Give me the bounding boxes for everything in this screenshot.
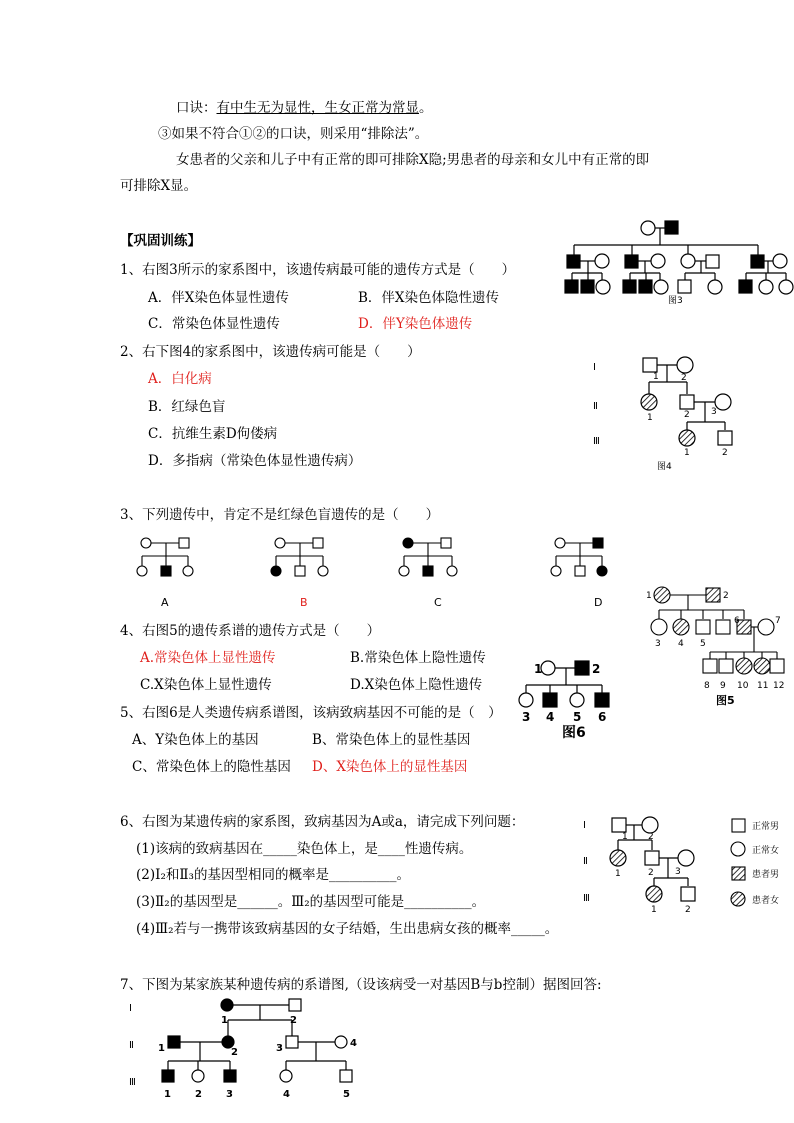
- pedigree-q6: [578, 812, 691, 917]
- q4-stem: 4、右图5的遗传系谱的遗传方式是（ ）: [120, 623, 381, 639]
- q4-option-b: B.常染色体上隐性遗传: [350, 650, 486, 666]
- exclusion-line-2: 可排除X显。: [120, 178, 198, 194]
- mnemonic-line: [176, 99, 433, 117]
- svg-text:1: 1: [622, 832, 628, 842]
- legend-normal-female: 正常女: [752, 846, 780, 856]
- q5-option-c: C、常染色体上的隐性基因: [132, 759, 291, 775]
- mnemonic-text: 有中生无为显性，生女正常为常显: [216, 100, 419, 116]
- svg-text:1: 1: [646, 591, 652, 601]
- fig6-caption: 图6: [562, 725, 586, 741]
- fig3-caption: 图3: [668, 296, 683, 306]
- q1-stem: 1、右图3所示的家系图中，该遗传病最可能的遗传方式是（ ）: [120, 262, 516, 278]
- svg-text:2: 2: [592, 662, 601, 676]
- mnemonic-label: 口诀：: [176, 100, 217, 116]
- q3-pedigree-options: [128, 532, 618, 612]
- svg-text:1: 1: [653, 372, 659, 382]
- pedigree-figure-5: [640, 582, 790, 712]
- q6-part-3: (3)Ⅱ₂的基因型是______。Ⅲ₂的基因型可能是__________。: [136, 894, 486, 910]
- q4-option-c: C.X染色体上显性遗传: [140, 677, 272, 693]
- svg-text:5: 5: [573, 710, 582, 724]
- q6-part-1: (1)该病的致病基因在_____染色体上，是____性遗传病。: [136, 841, 473, 857]
- rule-3: ③如果不符合①②的口诀，则采用“排除法”。: [158, 126, 429, 142]
- svg-text:9: 9: [720, 681, 726, 691]
- svg-text:10: 10: [737, 681, 749, 691]
- q6-part-4: (4)Ⅲ₂若与一携带该致病基因的女子结婚，生出患病女孩的概率_____。: [136, 921, 559, 937]
- svg-text:3: 3: [226, 1089, 233, 1100]
- q2-stem: 2、右下图4的家系图中，该遗传病可能是（ ）: [120, 344, 421, 360]
- svg-text:4: 4: [350, 1038, 357, 1049]
- q4-option-d: D.X染色体上隐性遗传: [350, 677, 483, 693]
- svg-text:2: 2: [648, 832, 654, 842]
- svg-text:Ⅱ: Ⅱ: [583, 856, 588, 867]
- q4-option-a: A.常染色体上显性遗传: [140, 650, 276, 666]
- q6-part-2: (2)I₂和Ⅱ₃的基因型相同的概率是__________。: [136, 867, 410, 883]
- svg-text:Ⅰ: Ⅰ: [583, 820, 586, 831]
- svg-text:1: 1: [651, 905, 657, 915]
- svg-text:5: 5: [700, 639, 706, 649]
- q7-stem: 7、下图为某家族某种遗传病的系谱图,（设该病受一对基因B与b控制）据图回答:: [120, 977, 602, 993]
- svg-text:1: 1: [534, 662, 543, 676]
- svg-text:6: 6: [734, 616, 740, 626]
- q6-stem: 6、右图为某遗传病的家系图，致病基因为A或a，请完成下列问题：: [120, 814, 525, 830]
- q5-option-d: D、X染色体上的显性基因: [312, 759, 468, 775]
- svg-text:2: 2: [648, 868, 654, 878]
- svg-text:11: 11: [757, 681, 769, 691]
- q5-option-b: B、常染色体上的显性基因: [312, 732, 471, 748]
- q1-option-a: A．伴X染色体显性遗传: [148, 290, 289, 306]
- svg-text:8: 8: [704, 681, 710, 691]
- exclusion-line-1: 女患者的父亲和儿子中有正常的即可排除X隐;男患者的母亲和女儿中有正常的即: [176, 152, 650, 168]
- svg-text:Ⅰ: Ⅰ: [129, 1003, 132, 1014]
- svg-text:3: 3: [522, 710, 531, 724]
- svg-text:1: 1: [615, 869, 621, 879]
- svg-text:1: 1: [647, 413, 653, 423]
- svg-text:2: 2: [231, 1047, 238, 1058]
- svg-text:Ⅱ: Ⅱ: [593, 401, 598, 412]
- pedigree-q7: [120, 993, 380, 1105]
- svg-text:4: 4: [546, 710, 555, 724]
- svg-text:2: 2: [723, 591, 729, 601]
- fig5-caption: 图5: [716, 694, 735, 707]
- q1-option-d: D．伴Y染色体遗传: [358, 316, 473, 332]
- legend-normal-male: 正常男: [752, 822, 780, 832]
- q3-label-a: A: [161, 596, 169, 609]
- svg-text:12: 12: [773, 681, 785, 691]
- svg-text:7: 7: [775, 616, 781, 626]
- svg-text:3: 3: [655, 639, 661, 649]
- svg-text:1: 1: [221, 1015, 228, 1026]
- svg-text:6: 6: [598, 710, 607, 724]
- svg-text:Ⅲ: Ⅲ: [583, 893, 590, 904]
- q5-option-a: A、Y染色体上的基因: [132, 732, 259, 748]
- section-title: 【巩固训练】: [120, 233, 201, 249]
- svg-text:4: 4: [283, 1089, 290, 1100]
- q2-option-d: D．多指病（常染色体显性遗传病）: [148, 453, 362, 469]
- svg-text:Ⅰ: Ⅰ: [593, 362, 596, 373]
- svg-text:5: 5: [343, 1089, 350, 1100]
- pedigree-legend: [730, 815, 794, 915]
- svg-text:2: 2: [722, 448, 728, 458]
- q2-option-c: C．抗维生素D佝偻病: [148, 426, 278, 442]
- svg-text:4: 4: [678, 639, 684, 649]
- fig4-caption: 图4: [657, 462, 672, 472]
- svg-text:2: 2: [290, 1015, 297, 1026]
- q3-label-b: B: [300, 596, 308, 609]
- svg-text:1: 1: [164, 1089, 171, 1100]
- svg-text:2: 2: [684, 410, 690, 420]
- q2-option-a: A．白化病: [148, 371, 212, 387]
- q1-option-b: B．伴X染色体隐性遗传: [358, 290, 500, 306]
- svg-text:3: 3: [711, 407, 717, 417]
- q1-option-c: C．常染色体显性遗传: [148, 316, 280, 332]
- svg-text:3: 3: [675, 867, 681, 877]
- pedigree-figure-6: [512, 655, 622, 745]
- svg-text:1: 1: [684, 448, 690, 458]
- legend-affected-female: 患者女: [752, 896, 780, 906]
- mnemonic-end: 。: [419, 100, 433, 116]
- q3-label-c: C: [434, 596, 442, 609]
- svg-text:Ⅱ: Ⅱ: [129, 1040, 134, 1051]
- svg-text:Ⅲ: Ⅲ: [129, 1077, 136, 1088]
- svg-text:Ⅲ: Ⅲ: [593, 436, 600, 447]
- svg-text:3: 3: [276, 1043, 283, 1054]
- legend-affected-male: 患者男: [752, 870, 780, 880]
- pedigree-figure-3: [560, 215, 790, 310]
- q2-option-b: B．红绿色盲: [148, 399, 226, 415]
- q5-stem: 5、右图6是人类遗传病系谱图，该病致病基因不可能的是（ ）: [120, 705, 502, 721]
- svg-text:2: 2: [681, 373, 687, 383]
- pedigree-figure-4: [585, 352, 745, 477]
- svg-text:2: 2: [195, 1089, 202, 1100]
- q3-label-d: D: [594, 596, 603, 609]
- q3-stem: 3、下列遗传中，肯定不是红绿色盲遗传的是（ ）: [120, 507, 440, 523]
- svg-text:2: 2: [685, 905, 691, 915]
- svg-text:1: 1: [158, 1043, 165, 1054]
